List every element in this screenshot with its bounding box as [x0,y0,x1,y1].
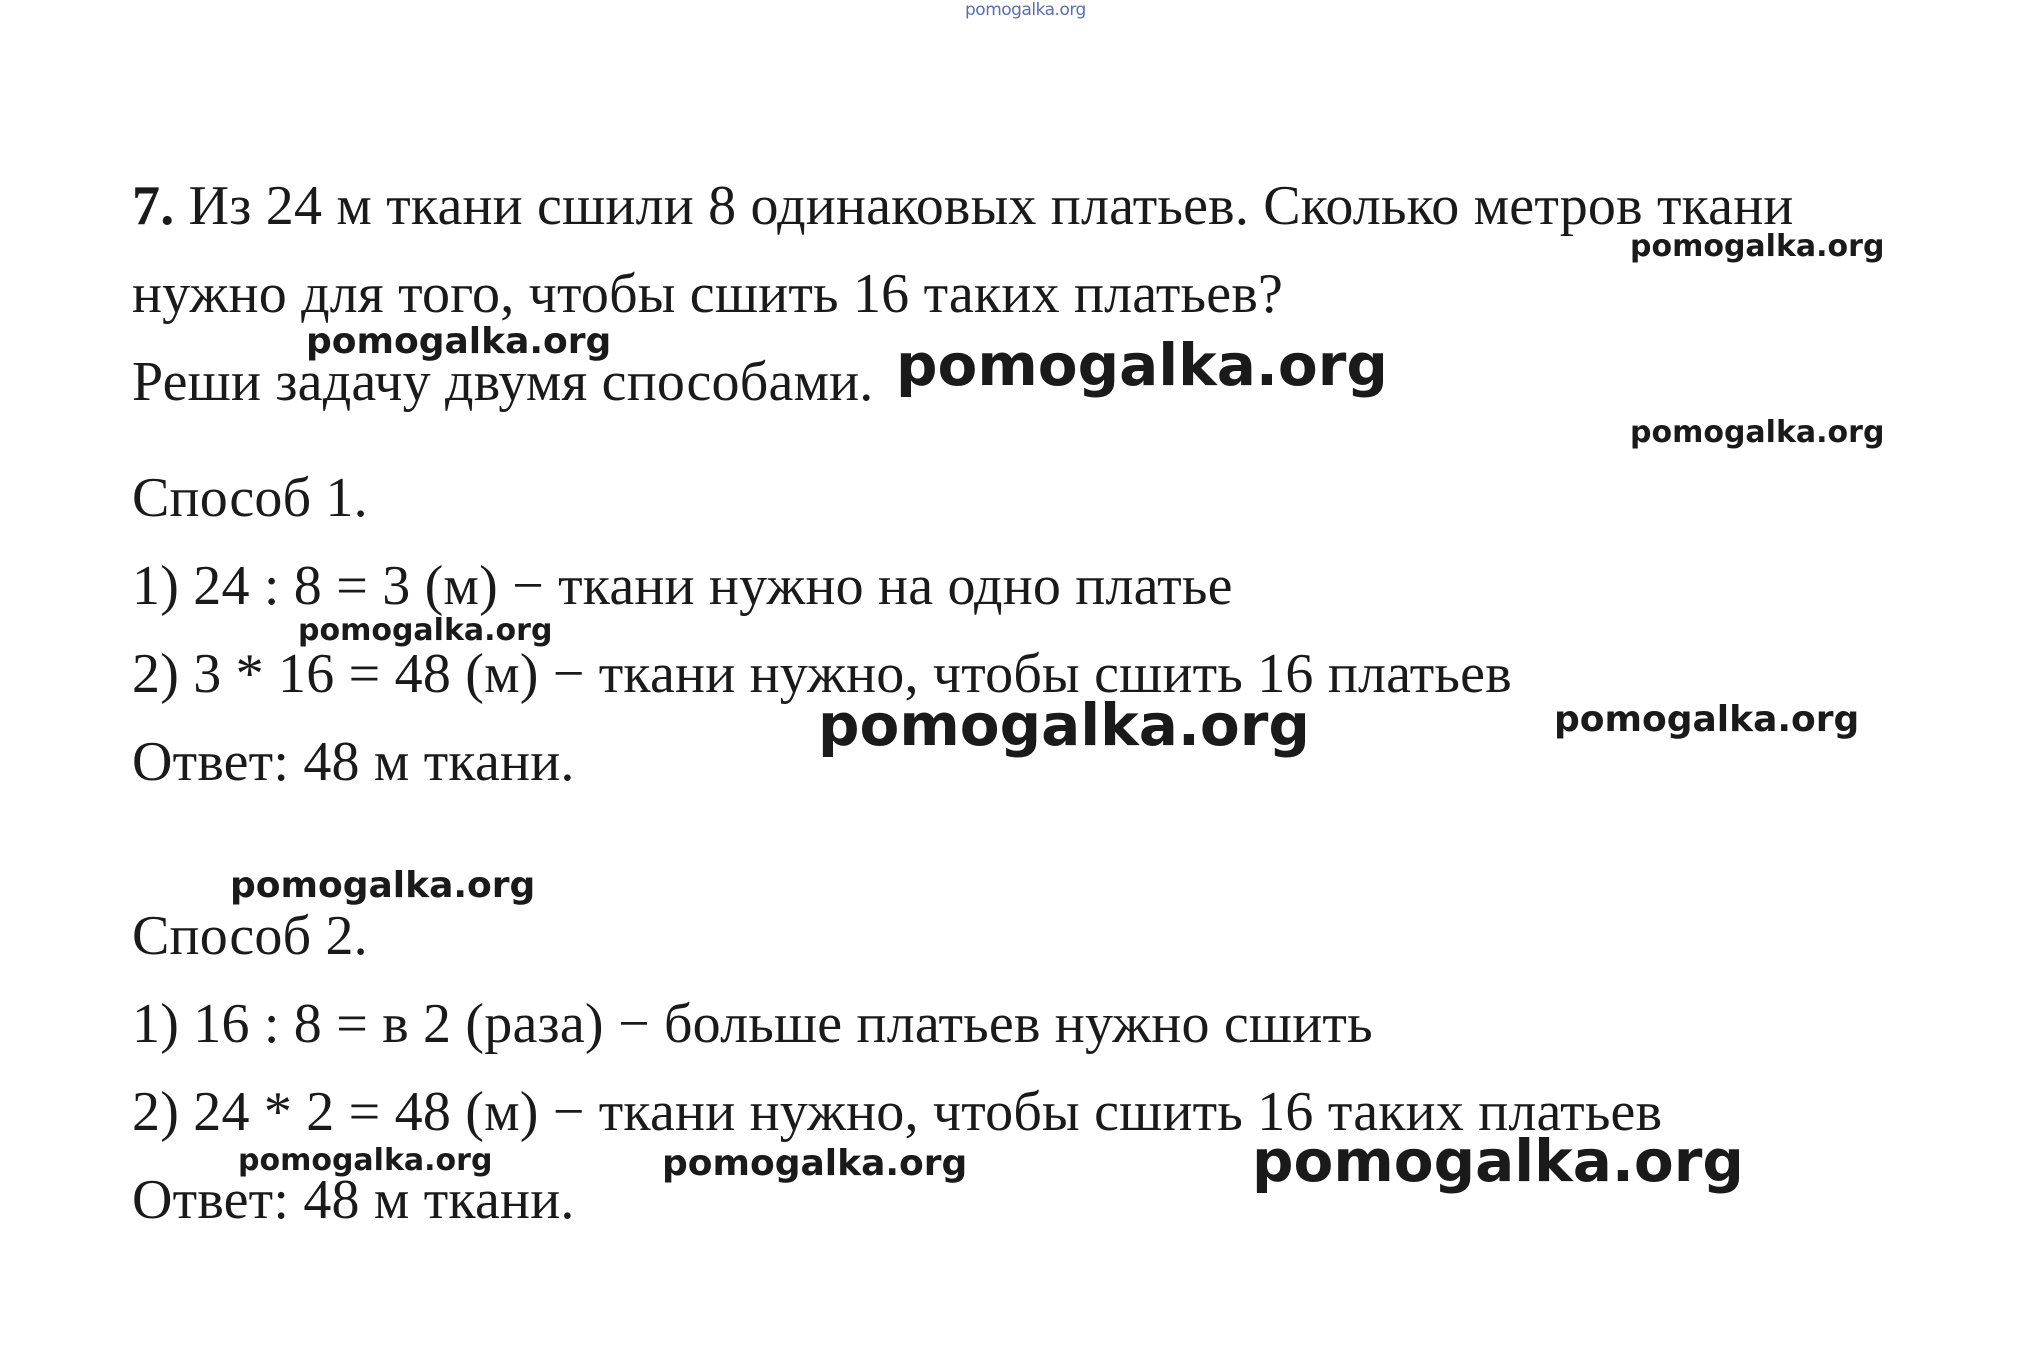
method1-answer: Ответ: 48 м ткани. [132,731,575,793]
method2-step2: 2) 24 * 2 = 48 (м) − ткани нужно, чтобы сшить 16 таких платьев [132,1081,1663,1143]
method1-step2: 2) 3 * 16 = 48 (м) − ткани нужно, чтобы сшить 16 платьев [132,643,1512,705]
watermark: pomogalka.org [818,691,1310,759]
method2-step1: 1) 16 : 8 = в 2 (раза) − больше платьев нужно сшить [132,993,1373,1055]
watermark: pomogalka.org [1554,699,1860,740]
task-text-line-2: нужно для того, чтобы сшить 16 таких платьев? [132,263,1284,325]
watermark: pomogalka.org [238,1143,493,1178]
watermark: pomogalka.org [230,865,536,906]
task-line-1 [132,175,1794,237]
watermark: pomogalka.org [896,331,1388,399]
watermark: pomogalka.org [306,321,612,362]
watermark: pomogalka.org [1630,415,1885,450]
method2-title: Способ 2. [132,905,368,967]
task-number: 7. [132,175,175,237]
watermark: pomogalka.org [298,613,553,648]
method1-step1: 1) 24 : 8 = 3 (м) − ткани нужно на одно платье [132,555,1233,617]
watermark-top: pomogalka.org [965,0,1086,20]
task-text-line-3: Реши задачу двумя способами. [132,351,874,413]
method2-answer: Ответ: 48 м ткани. [132,1169,575,1231]
task-text-line-1: Из 24 м ткани сшили 8 одинаковых платьев. Сколько метров ткани [188,175,1794,237]
watermark: pomogalka.org [1252,1127,1744,1195]
watermark: pomogalka.org [1630,229,1885,264]
method1-title: Способ 1. [132,467,368,529]
watermark: pomogalka.org [662,1143,968,1184]
